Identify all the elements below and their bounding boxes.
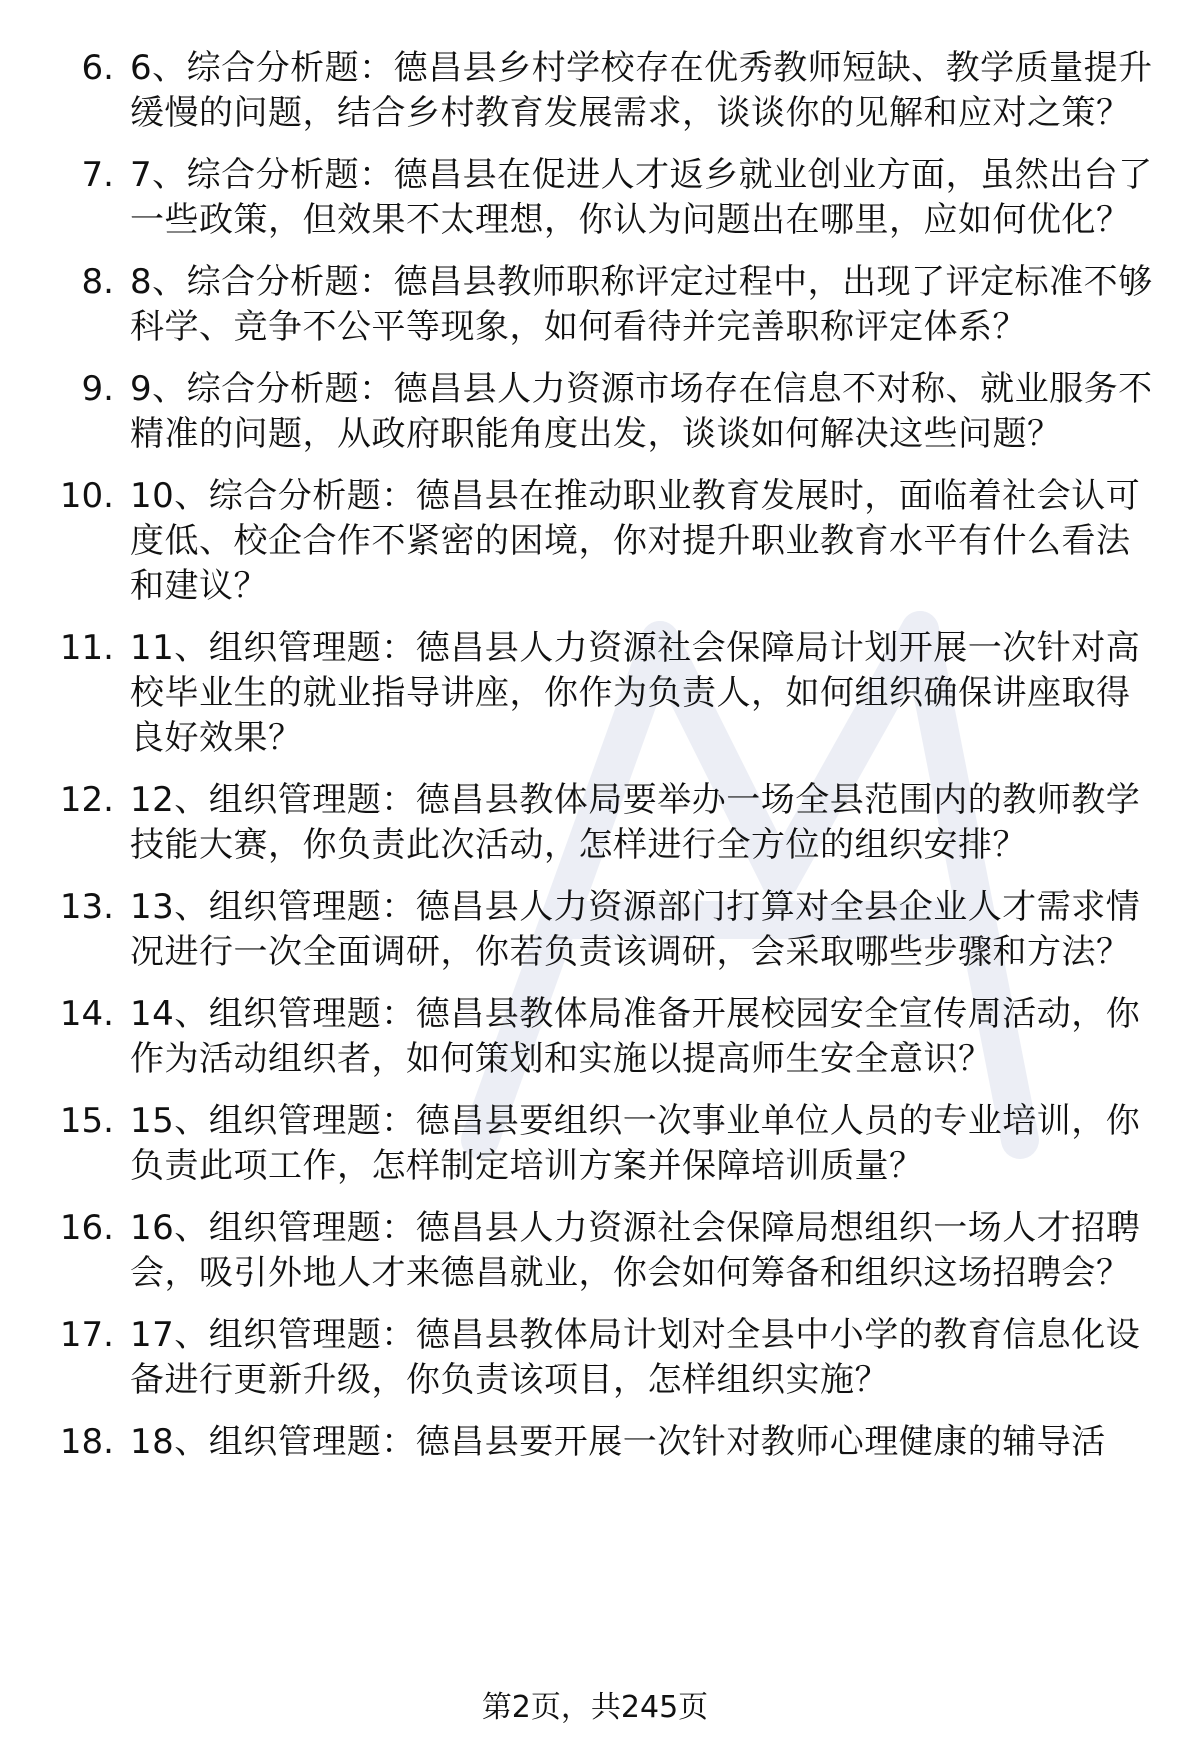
question-number: 8. [81, 262, 114, 302]
question-number: 13. [59, 887, 114, 927]
list-item [0, 1099, 1190, 1189]
list-item [0, 992, 1190, 1082]
list-item [0, 885, 1190, 975]
question-number: 9. [81, 369, 114, 409]
question-number: 16. [59, 1208, 114, 1248]
question-text: 14、组织管理题：德昌县教体局准备开展校园安全宣传周活动，你作为活动组织者，如何策划和实施以提高师生安全意识？ [130, 994, 1141, 1079]
question-number: 12. [59, 780, 114, 820]
question-text: 12、组织管理题：德昌县教体局要举办一场全县范围内的教师教学技能大赛，你负责此次活动，怎样进行全方位的组织安排？ [130, 780, 1141, 865]
list-item [0, 153, 1190, 243]
question-number: 11. [59, 628, 114, 668]
question-number: 7. [81, 155, 114, 195]
question-number: 17. [59, 1315, 114, 1355]
list-item [0, 474, 1190, 609]
list-item [0, 1206, 1190, 1296]
question-text: 8、综合分析题：德昌县教师职称评定过程中，出现了评定标准不够科学、竞争不公平等现象，如何看待并完善职称评定体系？ [130, 262, 1153, 347]
list-item [0, 46, 1190, 136]
list-item [0, 626, 1190, 761]
question-text: 18、组织管理题：德昌县要开展一次针对教师心理健康的辅导活 [130, 1422, 1106, 1462]
question-list [0, 46, 1190, 1482]
question-text: 9、综合分析题：德昌县人力资源市场存在信息不对称、就业服务不精准的问题，从政府职能角度出发，谈谈如何解决这些问题？ [130, 369, 1153, 454]
list-item [0, 1420, 1190, 1465]
question-number: 6. [81, 48, 114, 88]
question-text: 11、组织管理题：德昌县人力资源社会保障局计划开展一次针对高校毕业生的就业指导讲座，你作为负责人，如何组织确保讲座取得良好效果？ [130, 628, 1141, 758]
question-text: 6、综合分析题：德昌县乡村学校存在优秀教师短缺、教学质量提升缓慢的问题，结合乡村教育发展需求，谈谈你的见解和应对之策？ [130, 48, 1153, 133]
question-number: 15. [59, 1101, 114, 1141]
list-item [0, 1313, 1190, 1403]
question-text: 16、组织管理题：德昌县人力资源社会保障局想组织一场人才招聘会，吸引外地人才来德昌就业，你会如何筹备和组织这场招聘会？ [130, 1208, 1141, 1293]
question-number: 18. [59, 1422, 114, 1462]
page-footer: 第2页，共245页 [481, 1690, 709, 1725]
question-text: 10、综合分析题：德昌县在推动职业教育发展时，面临着社会认可度低、校企合作不紧密的困境，你对提升职业教育水平有什么看法和建议？ [130, 476, 1141, 606]
question-text: 17、组织管理题：德昌县教体局计划对全县中小学的教育信息化设备进行更新升级，你负责该项目，怎样组织实施？ [130, 1315, 1141, 1400]
list-item [0, 260, 1190, 350]
question-number: 14. [59, 994, 114, 1034]
question-text: 15、组织管理题：德昌县要组织一次事业单位人员的专业培训，你负责此项工作，怎样制定培训方案并保障培训质量？ [130, 1101, 1141, 1186]
list-item [0, 367, 1190, 457]
question-text: 13、组织管理题：德昌县人力资源部门打算对全县企业人才需求情况进行一次全面调研，你若负责该调研，会采取哪些步骤和方法？ [130, 887, 1141, 972]
list-item [0, 778, 1190, 868]
question-text: 7、综合分析题：德昌县在促进人才返乡就业创业方面，虽然出台了一些政策，但效果不太理想，你认为问题出在哪里，应如何优化？ [130, 155, 1153, 240]
question-number: 10. [59, 476, 114, 516]
